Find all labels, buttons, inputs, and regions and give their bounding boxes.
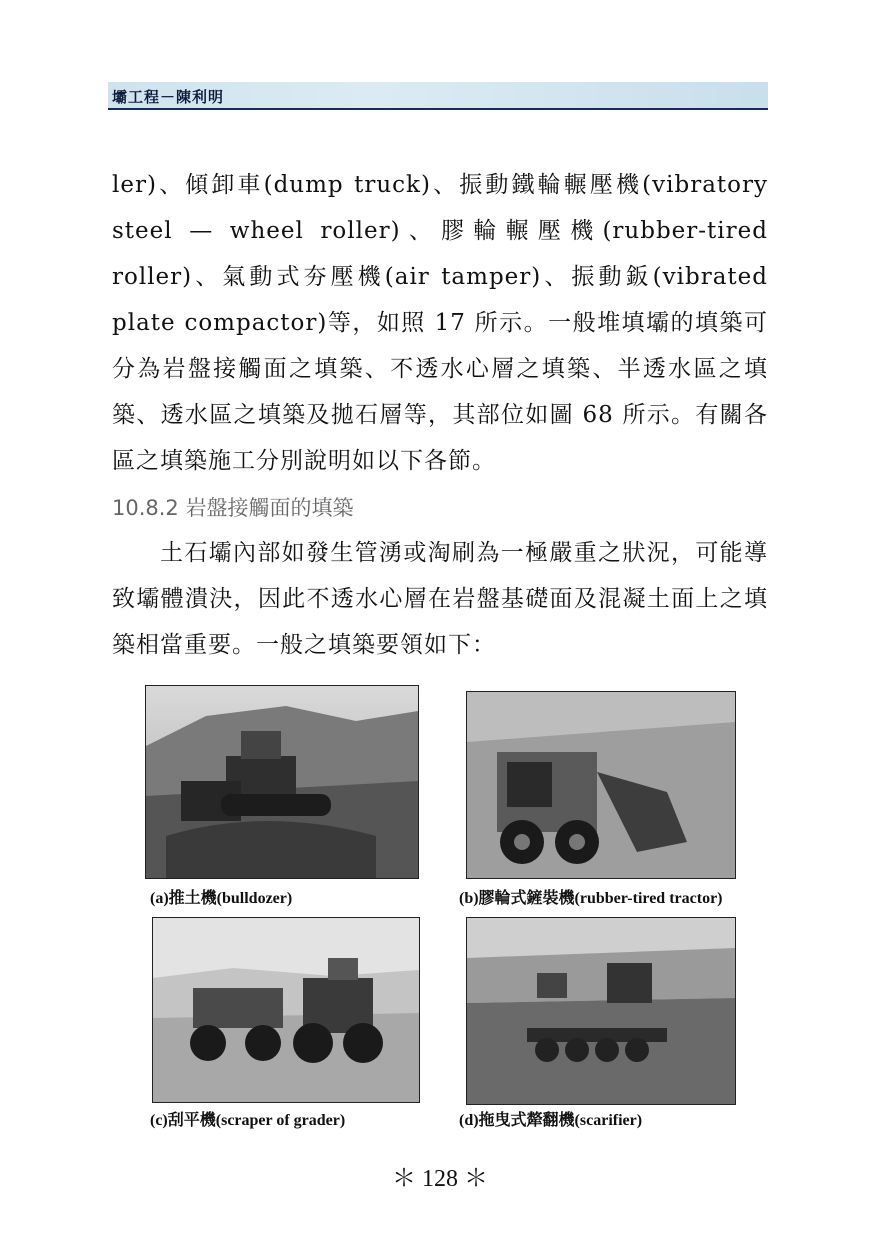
scraper-photo <box>152 917 420 1103</box>
page-number: ＊ 128 ＊ <box>392 1166 488 1192</box>
header-rule <box>108 108 768 110</box>
loader-photo <box>466 691 736 879</box>
caption-b: (b)膠輪式鏟裝機(rubber-tired tractor) <box>459 890 723 907</box>
header-title: 壩工程－陳利明 <box>112 88 225 106</box>
body-paragraph-1: ler)、傾卸車(dump truck)、振動鐵輪輾壓機(vibratory steel — wheel roller)、膠輪輾壓機(rubber-tired roller)、氣動式夯壓機(air tamper)、振動鈑(vibrated plate compactor)等，如照 17 所示。一般堆填壩的填築可分為岩盤接觸面之填築、不透水心層之填築、半透水區之填築、透水區之填築及拋石層等，其部位如圖 68 所示。有關各區之填築施工分別說明如以下各節。 <box>112 172 768 474</box>
caption-a: (a)推土機(bulldozer) <box>150 890 293 907</box>
caption-c: (c)刮平機(scraper of grader) <box>150 1112 346 1129</box>
bulldozer-photo <box>145 685 419 879</box>
scarifier-photo <box>466 917 736 1105</box>
caption-d: (d)拖曳式犛翻機(scarifier) <box>459 1112 643 1129</box>
section-title: 10.8.2 岩盤接觸面的填築 <box>112 496 354 520</box>
body-paragraph-2: 土石壩內部如發生管湧或淘刷為一極嚴重之狀況，可能導致壩體潰決，因此不透水心層在岩盤基礎面及混凝土面上之填築相當重要。一般之填築要領如下： <box>112 540 768 658</box>
